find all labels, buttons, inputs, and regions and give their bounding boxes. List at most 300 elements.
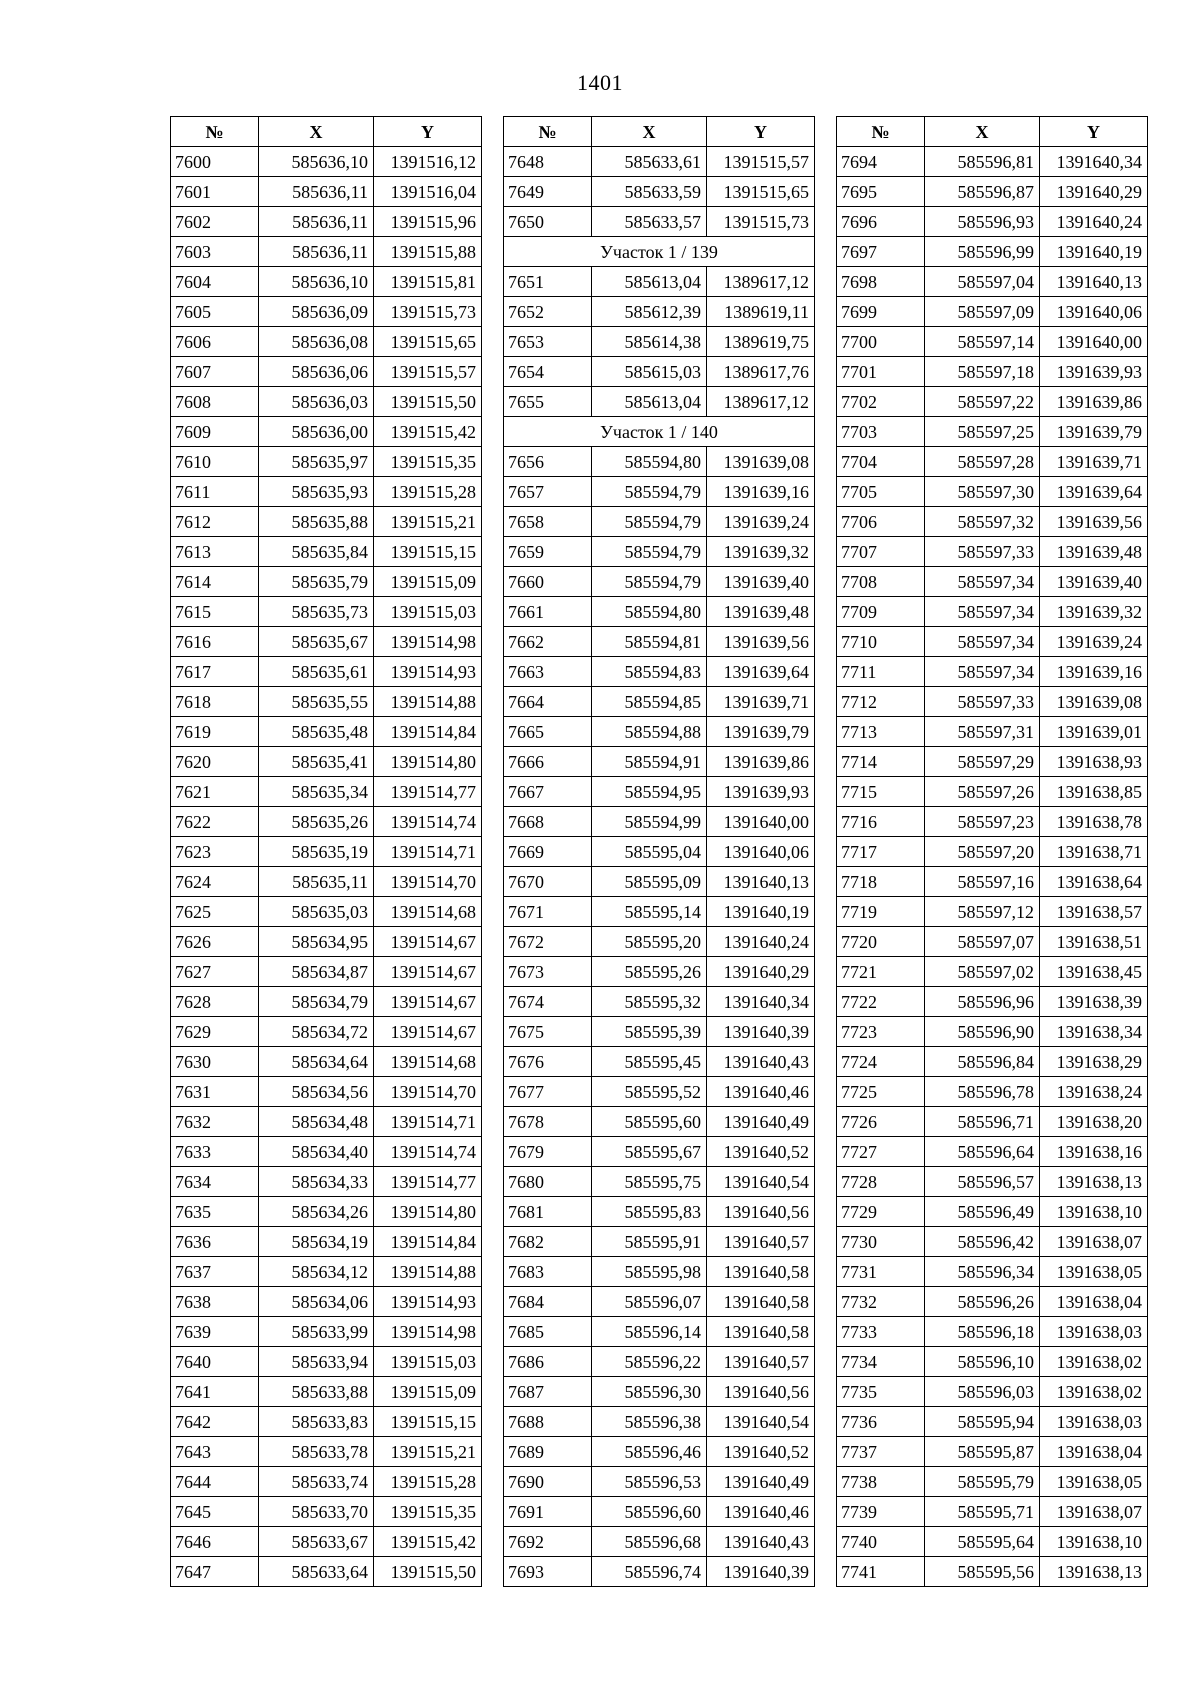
coord-x: 585594,80 — [592, 597, 707, 627]
coord-y: 1391638,04 — [1040, 1437, 1148, 1467]
coord-x: 585635,67 — [259, 627, 374, 657]
coord-x: 585596,18 — [925, 1317, 1040, 1347]
coord-x: 585634,40 — [259, 1137, 374, 1167]
coord-y: 1391515,03 — [374, 597, 482, 627]
point-number: 7622 — [171, 807, 259, 837]
point-number: 7618 — [171, 687, 259, 717]
coord-y: 1391515,42 — [374, 417, 482, 447]
table-row — [504, 867, 815, 897]
point-number: 7707 — [837, 537, 925, 567]
point-number: 7625 — [171, 897, 259, 927]
coord-x: 585597,04 — [925, 267, 1040, 297]
coordinates-table-1 — [170, 116, 482, 1587]
point-number: 7676 — [504, 1047, 592, 1077]
point-number: 7605 — [171, 297, 259, 327]
point-number: 7600 — [171, 147, 259, 177]
coord-x: 585633,67 — [259, 1527, 374, 1557]
table-row — [837, 207, 1148, 237]
table-row — [504, 147, 815, 177]
coord-x: 585633,70 — [259, 1497, 374, 1527]
table-row — [504, 1287, 815, 1317]
coord-x: 585596,96 — [925, 987, 1040, 1017]
point-number: 7644 — [171, 1467, 259, 1497]
coordinates-table-2 — [503, 116, 815, 1587]
coord-y: 1391640,29 — [1040, 177, 1148, 207]
coord-y: 1391514,84 — [374, 717, 482, 747]
coord-y: 1391514,74 — [374, 807, 482, 837]
coord-y: 1391638,07 — [1040, 1227, 1148, 1257]
coord-x: 585636,08 — [259, 327, 374, 357]
coord-x: 585597,22 — [925, 387, 1040, 417]
coord-y: 1391639,93 — [1040, 357, 1148, 387]
point-number: 7668 — [504, 807, 592, 837]
point-number: 7733 — [837, 1317, 925, 1347]
coord-x: 585596,03 — [925, 1377, 1040, 1407]
coord-x: 585594,88 — [592, 717, 707, 747]
point-number: 7637 — [171, 1257, 259, 1287]
coord-x: 585634,72 — [259, 1017, 374, 1047]
table-row — [837, 1497, 1148, 1527]
point-number: 7703 — [837, 417, 925, 447]
table-row — [837, 1527, 1148, 1557]
point-number: 7602 — [171, 207, 259, 237]
coord-x: 585597,33 — [925, 537, 1040, 567]
coord-y: 1391638,10 — [1040, 1197, 1148, 1227]
table-row — [837, 717, 1148, 747]
table-row — [504, 387, 815, 417]
coord-x: 585596,46 — [592, 1437, 707, 1467]
point-number: 7705 — [837, 477, 925, 507]
coord-y: 1391640,49 — [707, 1467, 815, 1497]
table-row — [837, 237, 1148, 267]
table-row — [504, 477, 815, 507]
table-row — [837, 1197, 1148, 1227]
coord-y: 1391640,13 — [1040, 267, 1148, 297]
point-number: 7706 — [837, 507, 925, 537]
coord-y: 1391640,58 — [707, 1287, 815, 1317]
coord-y: 1391639,64 — [1040, 477, 1148, 507]
coord-x: 585594,85 — [592, 687, 707, 717]
point-number: 7727 — [837, 1137, 925, 1167]
coord-y: 1391515,42 — [374, 1527, 482, 1557]
coord-x: 585595,39 — [592, 1017, 707, 1047]
point-number: 7661 — [504, 597, 592, 627]
header-x: X — [592, 117, 707, 147]
coord-x: 585596,30 — [592, 1377, 707, 1407]
point-number: 7616 — [171, 627, 259, 657]
coord-x: 585597,28 — [925, 447, 1040, 477]
point-number: 7698 — [837, 267, 925, 297]
header-y: Y — [1040, 117, 1148, 147]
table-row — [171, 1197, 482, 1227]
point-number: 7643 — [171, 1437, 259, 1467]
coord-y: 1389617,76 — [707, 357, 815, 387]
point-number: 7731 — [837, 1257, 925, 1287]
coord-x: 585595,09 — [592, 867, 707, 897]
coord-y: 1391638,13 — [1040, 1167, 1148, 1197]
table-row — [171, 1347, 482, 1377]
point-number: 7715 — [837, 777, 925, 807]
table-row — [504, 567, 815, 597]
point-number: 7673 — [504, 957, 592, 987]
point-number: 7611 — [171, 477, 259, 507]
table-row — [504, 1227, 815, 1257]
coord-y: 1391640,34 — [707, 987, 815, 1017]
table-row — [504, 927, 815, 957]
coord-y: 1391638,45 — [1040, 957, 1148, 987]
table-row — [171, 1077, 482, 1107]
point-number: 7704 — [837, 447, 925, 477]
coord-x: 585597,14 — [925, 327, 1040, 357]
coord-x: 585597,34 — [925, 657, 1040, 687]
coord-x: 585633,83 — [259, 1407, 374, 1437]
table-row — [837, 1257, 1148, 1287]
coord-y: 1391514,77 — [374, 777, 482, 807]
coord-y: 1391638,05 — [1040, 1257, 1148, 1287]
table-row — [504, 777, 815, 807]
point-number: 7730 — [837, 1227, 925, 1257]
coord-y: 1391514,88 — [374, 1257, 482, 1287]
point-number: 7649 — [504, 177, 592, 207]
table-row — [504, 357, 815, 387]
coord-x: 585596,53 — [592, 1467, 707, 1497]
coord-x: 585596,38 — [592, 1407, 707, 1437]
table-row — [837, 507, 1148, 537]
point-number: 7729 — [837, 1197, 925, 1227]
coord-y: 1391515,96 — [374, 207, 482, 237]
coord-x: 585596,07 — [592, 1287, 707, 1317]
point-number: 7642 — [171, 1407, 259, 1437]
point-number: 7652 — [504, 297, 592, 327]
coord-y: 1391640,39 — [707, 1557, 815, 1587]
point-number: 7669 — [504, 837, 592, 867]
point-number: 7659 — [504, 537, 592, 567]
table-row — [837, 1557, 1148, 1587]
coord-y: 1391514,70 — [374, 1077, 482, 1107]
coord-x: 585596,90 — [925, 1017, 1040, 1047]
coord-x: 585596,71 — [925, 1107, 1040, 1137]
table-row — [504, 1047, 815, 1077]
table-row — [171, 867, 482, 897]
table-row — [171, 1407, 482, 1437]
coord-y: 1391639,48 — [1040, 537, 1148, 567]
point-number: 7678 — [504, 1107, 592, 1137]
coord-y: 1391514,98 — [374, 627, 482, 657]
point-number: 7604 — [171, 267, 259, 297]
table-row — [171, 1257, 482, 1287]
coord-y: 1391639,86 — [707, 747, 815, 777]
coord-y: 1391516,04 — [374, 177, 482, 207]
point-number: 7689 — [504, 1437, 592, 1467]
table-row — [171, 1047, 482, 1077]
table-row — [504, 207, 815, 237]
coord-x: 585594,91 — [592, 747, 707, 777]
table-row — [504, 507, 815, 537]
table-row — [171, 1017, 482, 1047]
table-row — [837, 417, 1148, 447]
coord-x: 585597,32 — [925, 507, 1040, 537]
coord-y: 1391639,40 — [707, 567, 815, 597]
coord-y: 1391639,71 — [1040, 447, 1148, 477]
coord-y: 1391640,52 — [707, 1137, 815, 1167]
point-number: 7713 — [837, 717, 925, 747]
table-row — [171, 1167, 482, 1197]
table-row — [171, 267, 482, 297]
point-number: 7630 — [171, 1047, 259, 1077]
table-row — [837, 1227, 1148, 1257]
point-number: 7619 — [171, 717, 259, 747]
coord-y: 1391515,57 — [374, 357, 482, 387]
table-row — [837, 987, 1148, 1017]
coord-x: 585594,79 — [592, 537, 707, 567]
point-number: 7702 — [837, 387, 925, 417]
point-number: 7719 — [837, 897, 925, 927]
table-row — [837, 807, 1148, 837]
table-row — [504, 1527, 815, 1557]
point-number: 7700 — [837, 327, 925, 357]
header-number: № — [837, 117, 925, 147]
point-number: 7662 — [504, 627, 592, 657]
coord-x: 585633,59 — [592, 177, 707, 207]
point-number: 7606 — [171, 327, 259, 357]
table-row — [837, 747, 1148, 777]
coord-y: 1391514,67 — [374, 1017, 482, 1047]
coord-y: 1391639,01 — [1040, 717, 1148, 747]
point-number: 7664 — [504, 687, 592, 717]
header-y: Y — [374, 117, 482, 147]
table-row — [504, 1557, 815, 1587]
table-row — [837, 297, 1148, 327]
coord-x: 585634,56 — [259, 1077, 374, 1107]
table-row — [504, 717, 815, 747]
coord-x: 585595,83 — [592, 1197, 707, 1227]
coord-x: 585597,26 — [925, 777, 1040, 807]
coord-y: 1391515,21 — [374, 1437, 482, 1467]
coord-y: 1391515,09 — [374, 1377, 482, 1407]
coord-x: 585635,34 — [259, 777, 374, 807]
table-row — [837, 867, 1148, 897]
point-number: 7608 — [171, 387, 259, 417]
table-row — [837, 1107, 1148, 1137]
coord-y: 1391640,58 — [707, 1257, 815, 1287]
coord-y: 1391638,10 — [1040, 1527, 1148, 1557]
coord-y: 1391638,13 — [1040, 1557, 1148, 1587]
coord-x: 585634,95 — [259, 927, 374, 957]
table-row — [504, 1017, 815, 1047]
coord-y: 1391639,64 — [707, 657, 815, 687]
point-number: 7693 — [504, 1557, 592, 1587]
coord-x: 585612,39 — [592, 297, 707, 327]
point-number: 7688 — [504, 1407, 592, 1437]
table-row — [504, 627, 815, 657]
coord-y: 1391515,73 — [374, 297, 482, 327]
coord-x: 585596,84 — [925, 1047, 1040, 1077]
table-row — [171, 147, 482, 177]
coord-y: 1391638,16 — [1040, 1137, 1148, 1167]
coord-y: 1391514,70 — [374, 867, 482, 897]
coord-x: 585596,74 — [592, 1557, 707, 1587]
point-number: 7686 — [504, 1347, 592, 1377]
table-row — [171, 657, 482, 687]
coord-y: 1391640,00 — [707, 807, 815, 837]
coord-x: 585595,64 — [925, 1527, 1040, 1557]
coord-y: 1391640,57 — [707, 1347, 815, 1377]
coord-y: 1391515,15 — [374, 1407, 482, 1437]
coord-y: 1391515,35 — [374, 1497, 482, 1527]
coord-y: 1391515,88 — [374, 237, 482, 267]
header-number: № — [171, 117, 259, 147]
point-number: 7728 — [837, 1167, 925, 1197]
table-row — [504, 1257, 815, 1287]
coord-x: 585636,06 — [259, 357, 374, 387]
coord-y: 1391514,77 — [374, 1167, 482, 1197]
coord-y: 1391640,39 — [707, 1017, 815, 1047]
header-x: X — [925, 117, 1040, 147]
coord-y: 1391515,65 — [707, 177, 815, 207]
table-row — [837, 1347, 1148, 1377]
table-row — [837, 327, 1148, 357]
coord-y: 1391640,58 — [707, 1317, 815, 1347]
coord-y: 1391639,56 — [1040, 507, 1148, 537]
coord-x: 585596,87 — [925, 177, 1040, 207]
coord-x: 585597,07 — [925, 927, 1040, 957]
table-row — [171, 567, 482, 597]
coord-y: 1391515,28 — [374, 477, 482, 507]
table-row — [504, 447, 815, 477]
coord-y: 1391639,56 — [707, 627, 815, 657]
coord-x: 585635,41 — [259, 747, 374, 777]
point-number: 7679 — [504, 1137, 592, 1167]
point-number: 7683 — [504, 1257, 592, 1287]
point-number: 7711 — [837, 657, 925, 687]
coord-y: 1391639,24 — [1040, 627, 1148, 657]
coord-x: 585595,26 — [592, 957, 707, 987]
coord-x: 585634,06 — [259, 1287, 374, 1317]
coord-y: 1391638,93 — [1040, 747, 1148, 777]
table-row — [171, 957, 482, 987]
coord-y: 1391638,20 — [1040, 1107, 1148, 1137]
section-row — [504, 417, 815, 447]
coord-x: 585597,30 — [925, 477, 1040, 507]
coord-y: 1391640,43 — [707, 1527, 815, 1557]
coord-x: 585596,49 — [925, 1197, 1040, 1227]
coord-x: 585594,80 — [592, 447, 707, 477]
point-number: 7632 — [171, 1107, 259, 1137]
table-row — [837, 1437, 1148, 1467]
point-number: 7651 — [504, 267, 592, 297]
table-row — [171, 837, 482, 867]
table-row — [171, 747, 482, 777]
coord-x: 585635,26 — [259, 807, 374, 837]
table-row — [504, 537, 815, 567]
point-number: 7613 — [171, 537, 259, 567]
point-number: 7648 — [504, 147, 592, 177]
table-row — [171, 1287, 482, 1317]
table-row — [171, 687, 482, 717]
table-row — [171, 1497, 482, 1527]
table-row — [504, 1407, 815, 1437]
table-header-row — [504, 117, 815, 147]
coord-x: 585633,64 — [259, 1557, 374, 1587]
coord-x: 585595,71 — [925, 1497, 1040, 1527]
coord-x: 585634,12 — [259, 1257, 374, 1287]
coord-x: 585597,25 — [925, 417, 1040, 447]
coord-y: 1391515,09 — [374, 567, 482, 597]
table-row — [837, 657, 1148, 687]
coord-x: 585633,99 — [259, 1317, 374, 1347]
table-row — [504, 1377, 815, 1407]
coord-y: 1391515,15 — [374, 537, 482, 567]
table-row — [171, 207, 482, 237]
point-number: 7710 — [837, 627, 925, 657]
coord-y: 1391639,40 — [1040, 567, 1148, 597]
coord-x: 585597,29 — [925, 747, 1040, 777]
coord-x: 585634,79 — [259, 987, 374, 1017]
coord-x: 585596,10 — [925, 1347, 1040, 1377]
coord-x: 585636,03 — [259, 387, 374, 417]
coord-x: 585597,34 — [925, 597, 1040, 627]
table-row — [504, 747, 815, 777]
point-number: 7672 — [504, 927, 592, 957]
coord-y: 1391638,05 — [1040, 1467, 1148, 1497]
table-row — [837, 627, 1148, 657]
coord-y: 1391638,78 — [1040, 807, 1148, 837]
coord-x: 585634,64 — [259, 1047, 374, 1077]
table-row — [504, 1077, 815, 1107]
table-row — [837, 177, 1148, 207]
coord-x: 585633,57 — [592, 207, 707, 237]
coord-y: 1391638,02 — [1040, 1377, 1148, 1407]
table-row — [837, 837, 1148, 867]
coord-y: 1391514,68 — [374, 1047, 482, 1077]
point-number: 7699 — [837, 297, 925, 327]
section-title: Участок 1 / 139 — [504, 237, 815, 267]
table-row — [504, 897, 815, 927]
coord-y: 1391515,73 — [707, 207, 815, 237]
coord-y: 1391639,79 — [707, 717, 815, 747]
table-row — [837, 567, 1148, 597]
coord-x: 585635,73 — [259, 597, 374, 627]
coord-y: 1391640,19 — [707, 897, 815, 927]
coord-y: 1391638,57 — [1040, 897, 1148, 927]
point-number: 7641 — [171, 1377, 259, 1407]
table-row — [504, 807, 815, 837]
coord-y: 1391640,34 — [1040, 147, 1148, 177]
point-number: 7677 — [504, 1077, 592, 1107]
coord-x: 585633,74 — [259, 1467, 374, 1497]
table-row — [504, 1137, 815, 1167]
point-number: 7674 — [504, 987, 592, 1017]
coord-x: 585635,55 — [259, 687, 374, 717]
coord-y: 1391638,24 — [1040, 1077, 1148, 1107]
coord-x: 585595,56 — [925, 1557, 1040, 1587]
coord-y: 1391515,28 — [374, 1467, 482, 1497]
coord-y: 1391640,00 — [1040, 327, 1148, 357]
table-row — [171, 1527, 482, 1557]
table-row — [171, 1467, 482, 1497]
point-number: 7614 — [171, 567, 259, 597]
point-number: 7656 — [504, 447, 592, 477]
point-number: 7612 — [171, 507, 259, 537]
table-row — [504, 177, 815, 207]
table-row — [504, 1437, 815, 1467]
table-row — [504, 657, 815, 687]
point-number: 7610 — [171, 447, 259, 477]
coord-y: 1391640,06 — [707, 837, 815, 867]
coord-x: 585595,87 — [925, 1437, 1040, 1467]
point-number: 7709 — [837, 597, 925, 627]
coord-y: 1391638,71 — [1040, 837, 1148, 867]
